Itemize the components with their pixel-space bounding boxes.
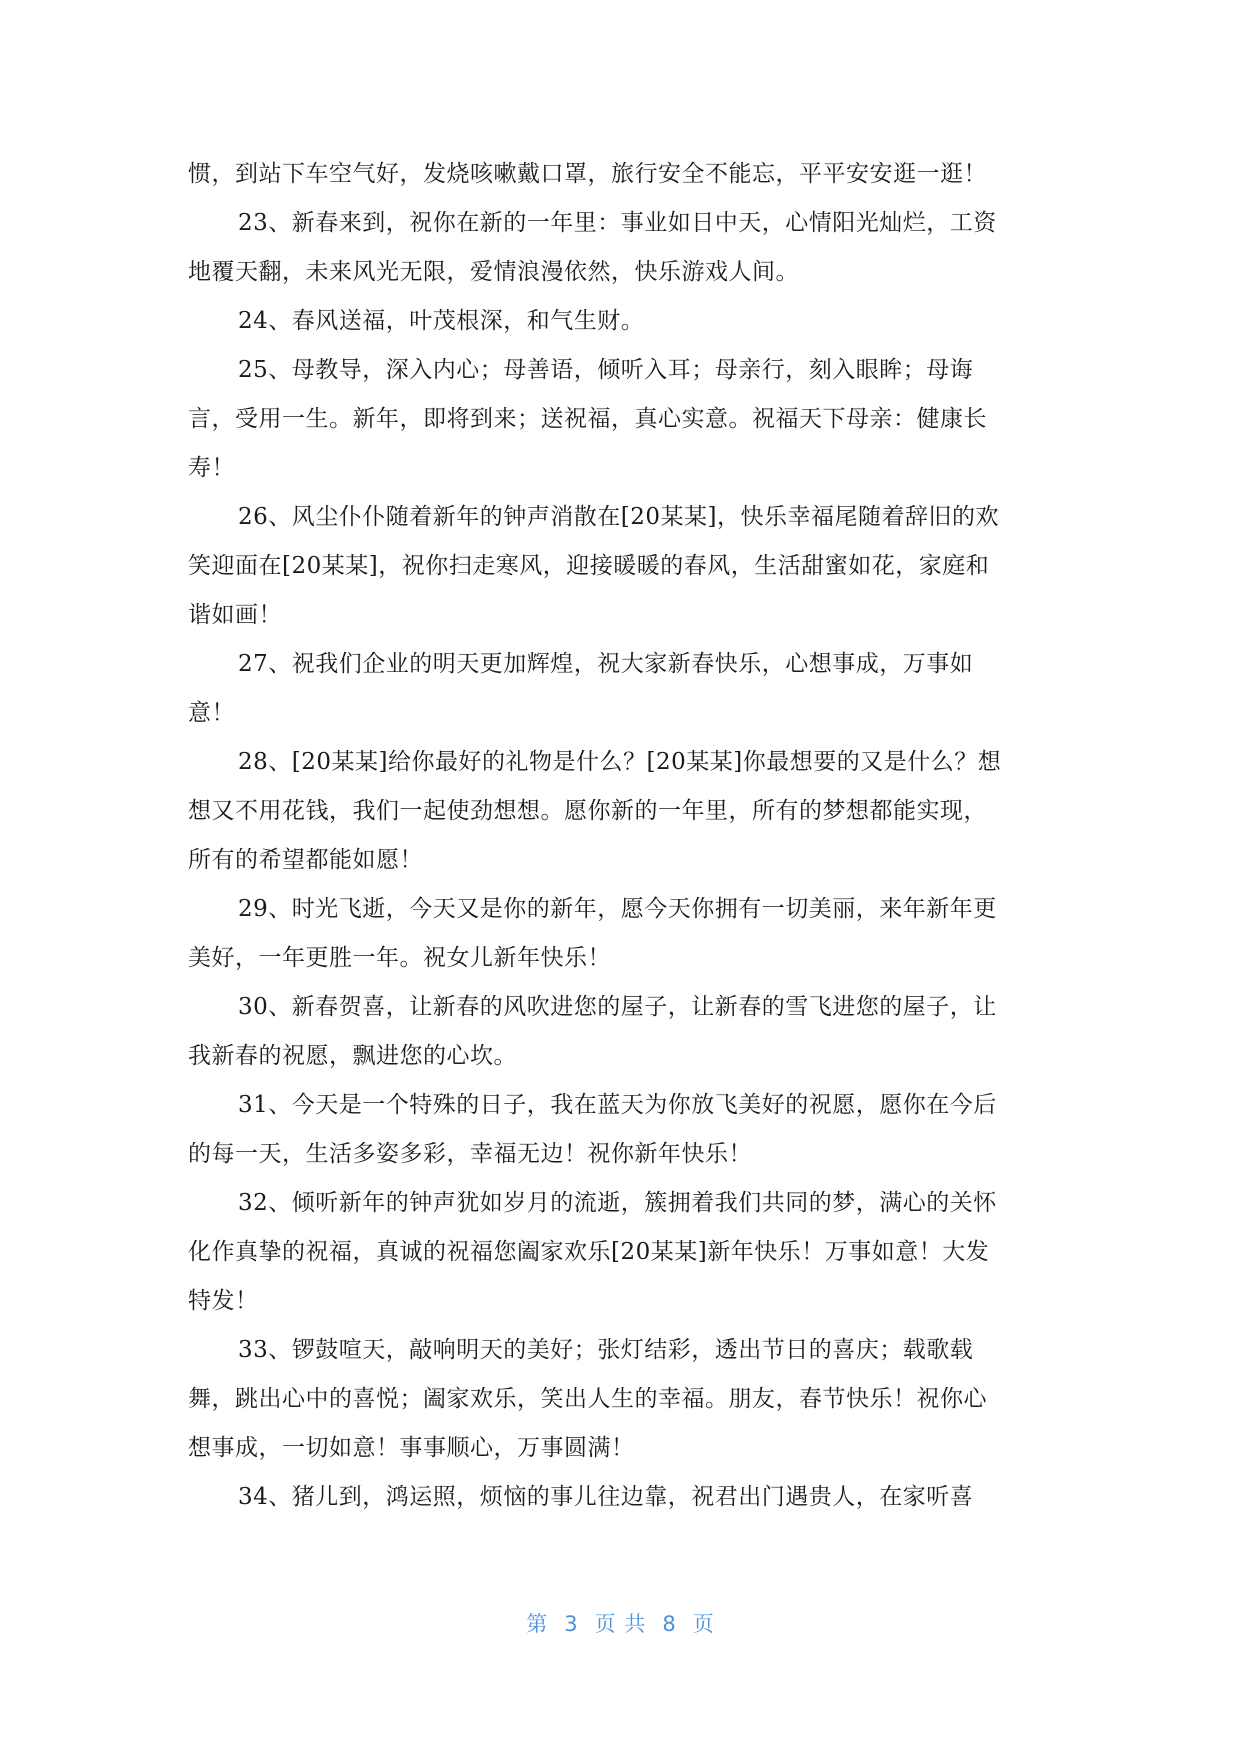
text-line: 34、猪儿到，鸿运照，烦恼的事儿往边靠，祝君出门遇贵人，在家听喜 bbox=[238, 1484, 974, 1510]
text-line: 30、新春贺喜，让新春的风吹进您的屋子，让新春的雪飞进您的屋子，让 bbox=[238, 994, 997, 1020]
text-line: 32、倾听新年的钟声犹如岁月的流逝，簇拥着我们共同的梦，满心的关怀 bbox=[238, 1190, 997, 1216]
text-line: 的每一天，生活多姿多彩，幸福无边！祝你新年快乐！ bbox=[188, 1141, 752, 1167]
text-line: 27、祝我们企业的明天更加辉煌，祝大家新春快乐，心想事成，万事如 bbox=[238, 651, 974, 677]
text-line: 言，受用一生。新年，即将到来；送祝福，真心实意。祝福天下母亲：健康长 bbox=[188, 406, 987, 432]
text-line: 28、[20某某]给你最好的礼物是什么？[20某某]你最想要的又是什么？想 bbox=[238, 749, 1002, 775]
page-footer bbox=[0, 1608, 1241, 1638]
text-line: 我新春的祝愿，飘进您的心坎。 bbox=[188, 1043, 517, 1069]
text-line: 23、新春来到，祝你在新的一年里：事业如日中天，心情阳光灿烂，工资 bbox=[238, 210, 997, 236]
text-line: 谐如画！ bbox=[188, 602, 282, 628]
footer-total-pages: 8 bbox=[662, 1612, 677, 1636]
text-line: 想事成，一切如意！事事顺心，万事圆满！ bbox=[188, 1435, 635, 1461]
footer-current-page: 3 bbox=[564, 1612, 579, 1636]
footer-prefix: 第 bbox=[526, 1612, 549, 1636]
text-line: 地覆天翻，未来风光无限，爱情浪漫依然，快乐游戏人间。 bbox=[188, 259, 799, 285]
text-line: 24、春风送福，叶茂根深，和气生财。 bbox=[238, 308, 645, 334]
text-line: 31、今天是一个特殊的日子，我在蓝天为你放飞美好的祝愿，愿你在今后 bbox=[238, 1092, 997, 1118]
text-line: 舞，跳出心中的喜悦；阖家欢乐，笑出人生的幸福。朋友，春节快乐！祝你心 bbox=[188, 1386, 987, 1412]
text-line: 33、锣鼓喧天，敲响明天的美好；张灯结彩，透出节日的喜庆；载歌载 bbox=[238, 1337, 974, 1363]
text-line: 特发！ bbox=[188, 1288, 259, 1314]
text-line: 25、母教导，深入内心；母善语，倾听入耳；母亲行，刻入眼眸；母诲 bbox=[238, 357, 974, 383]
text-line: 所有的希望都能如愿！ bbox=[188, 847, 423, 873]
text-line: 美好，一年更胜一年。祝女儿新年快乐！ bbox=[188, 945, 611, 971]
text-line: 意！ bbox=[188, 700, 235, 726]
text-line: 化作真挚的祝福，真诚的祝福您阖家欢乐[20某某]新年快乐！万事如意！大发 bbox=[188, 1239, 990, 1265]
text-line: 笑迎面在[20某某]，祝你扫走寒风，迎接暖暖的春风，生活甜蜜如花，家庭和 bbox=[188, 553, 990, 579]
text-line: 29、时光飞逝，今天又是你的新年，愿今天你拥有一切美丽，来年新年更 bbox=[238, 896, 997, 922]
text-line: 26、风尘仆仆随着新年的钟声消散在[20某某]，快乐幸福尾随着辞旧的欢 bbox=[238, 504, 999, 530]
footer-middle: 页 共 bbox=[594, 1612, 647, 1636]
text-line: 惯，到站下车空气好，发烧咳嗽戴口罩，旅行安全不能忘，平平安安逛一逛！ bbox=[188, 161, 987, 187]
document-body bbox=[188, 150, 1053, 1522]
text-line: 想又不用花钱，我们一起使劲想想。愿你新的一年里，所有的梦想都能实现， bbox=[188, 798, 987, 824]
footer-suffix: 页 bbox=[692, 1612, 715, 1636]
text-line: 寿！ bbox=[188, 455, 235, 481]
